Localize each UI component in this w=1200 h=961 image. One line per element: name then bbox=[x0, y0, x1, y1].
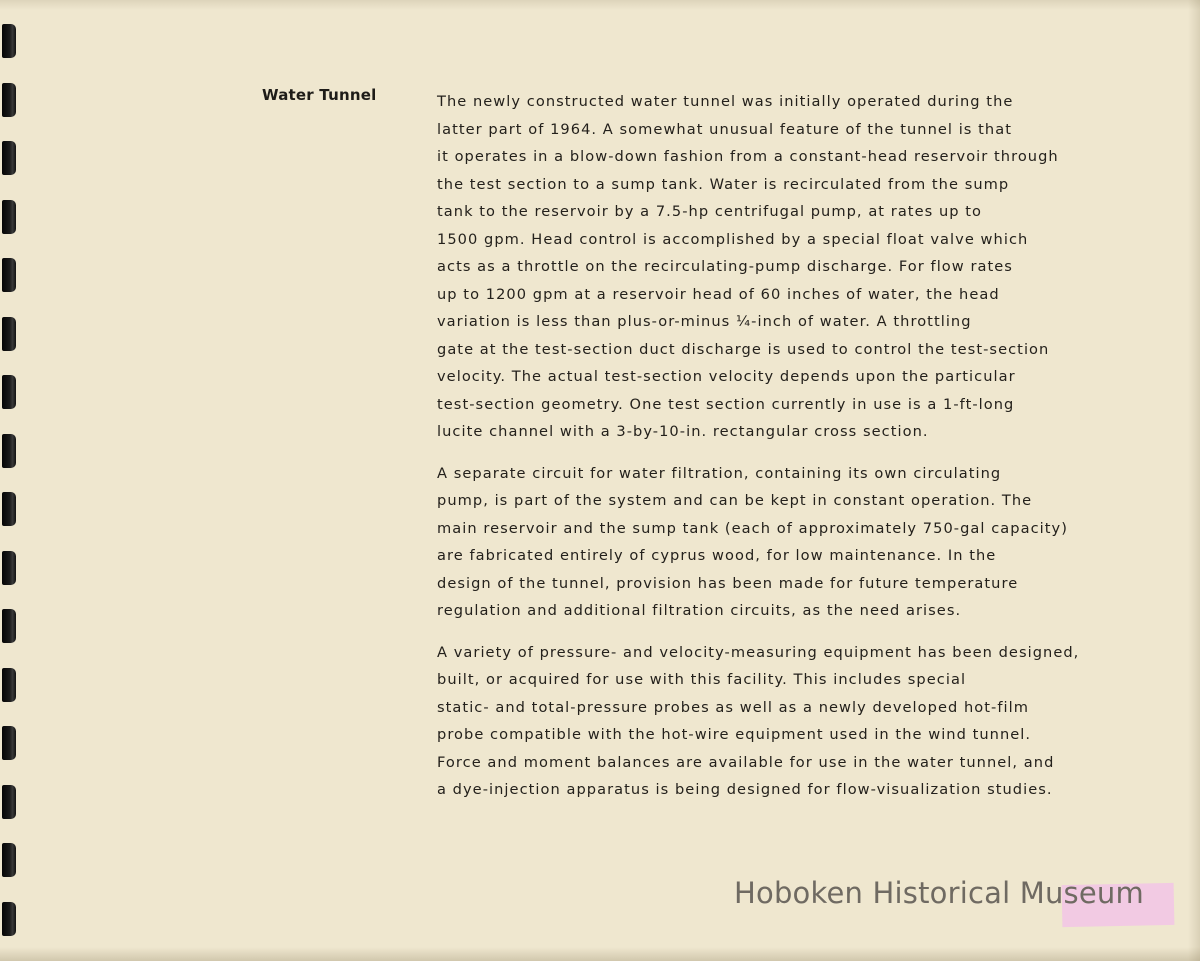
text-line: lucite channel with a 3-by-10-in. rectangular cross section. bbox=[437, 423, 929, 440]
text-line: design of the tunnel, provision has been made for future temperature bbox=[437, 574, 1019, 592]
binding-coil bbox=[2, 843, 16, 877]
binding-coil bbox=[2, 668, 16, 702]
text-line: the test section to a sump tank. Water is recirculated from the sump bbox=[437, 175, 1010, 193]
binding-coil bbox=[2, 317, 16, 351]
text-line: pump, is part of the system and can be kept in constant operation. The bbox=[437, 492, 1033, 509]
text-line: test-section geometry. One test section currently in use is a 1-ft-long bbox=[437, 395, 1015, 413]
binding-coil bbox=[2, 375, 16, 409]
spiral-binding bbox=[0, 24, 22, 944]
text-line: up to 1200 gpm at a reservoir head of 60 inches of water, the head bbox=[437, 285, 1000, 303]
paragraph-3 bbox=[437, 639, 1137, 804]
binding-coil bbox=[2, 609, 16, 643]
text-line: main reservoir and the sump tank (each of approximately 750-gal capacity) bbox=[437, 519, 1068, 537]
section-heading: Water Tunnel bbox=[262, 86, 377, 104]
binding-coil bbox=[2, 492, 16, 526]
text-line: are fabricated entirely of cyprus wood, for low maintenance. In the bbox=[437, 547, 997, 564]
text-line: tank to the reservoir by a 7.5-hp centrifugal pump, at rates up to bbox=[437, 203, 983, 220]
text-line: The newly constructed water tunnel was initially operated during the bbox=[437, 93, 1014, 110]
text-line: probe compatible with the hot-wire equipment used in the wind tunnel. bbox=[437, 726, 1032, 743]
binding-coil bbox=[2, 785, 16, 819]
text-line: variation is less than plus-or-minus ¼-inch of water. A throttling bbox=[437, 313, 972, 330]
text-line: gate at the test-section duct discharge is used to control the test-section bbox=[437, 340, 1050, 358]
text-line: A variety of pressure- and velocity-measuring equipment has been designed, bbox=[437, 643, 1080, 661]
paragraph-2 bbox=[437, 460, 1137, 625]
text-line: a dye-injection apparatus is being designed for flow-visualization studies. bbox=[437, 781, 1053, 798]
text-line: 1500 gpm. Head control is accomplished by a special float valve which bbox=[437, 230, 1029, 248]
binding-coil bbox=[2, 200, 16, 234]
binding-coil bbox=[2, 551, 16, 585]
binding-coil bbox=[2, 83, 16, 117]
binding-coil bbox=[2, 258, 16, 292]
page-bottom-shadow bbox=[0, 947, 1200, 961]
page-right-shadow bbox=[1188, 0, 1200, 961]
text-line: it operates in a blow-down fashion from a constant-head reservoir through bbox=[437, 148, 1059, 165]
binding-coil bbox=[2, 726, 16, 760]
museum-watermark: Hoboken Historical Museum bbox=[734, 876, 1144, 910]
text-line: built, or acquired for use with this facility. This includes special bbox=[437, 671, 967, 688]
text-line: static- and total-pressure probes as well as a newly developed hot-film bbox=[437, 698, 1030, 716]
text-line: A separate circuit for water filtration, containing its own circulating bbox=[437, 464, 1002, 482]
text-line: latter part of 1964. A somewhat unusual feature of the tunnel is that bbox=[437, 120, 1012, 138]
binding-coil bbox=[2, 24, 16, 58]
page-top-shadow bbox=[0, 0, 1200, 10]
binding-coil bbox=[2, 141, 16, 175]
text-line: acts as a throttle on the recirculating-pump discharge. For flow rates bbox=[437, 258, 1013, 275]
text-line: regulation and additional filtration circuits, as the need arises. bbox=[437, 602, 962, 619]
binding-coil bbox=[2, 434, 16, 468]
body-text bbox=[437, 88, 1137, 804]
text-line: Force and moment balances are available for use in the water tunnel, and bbox=[437, 753, 1055, 771]
paragraph-1 bbox=[437, 88, 1137, 446]
binding-coil bbox=[2, 902, 16, 936]
text-line: velocity. The actual test-section velocity depends upon the particular bbox=[437, 368, 1016, 385]
